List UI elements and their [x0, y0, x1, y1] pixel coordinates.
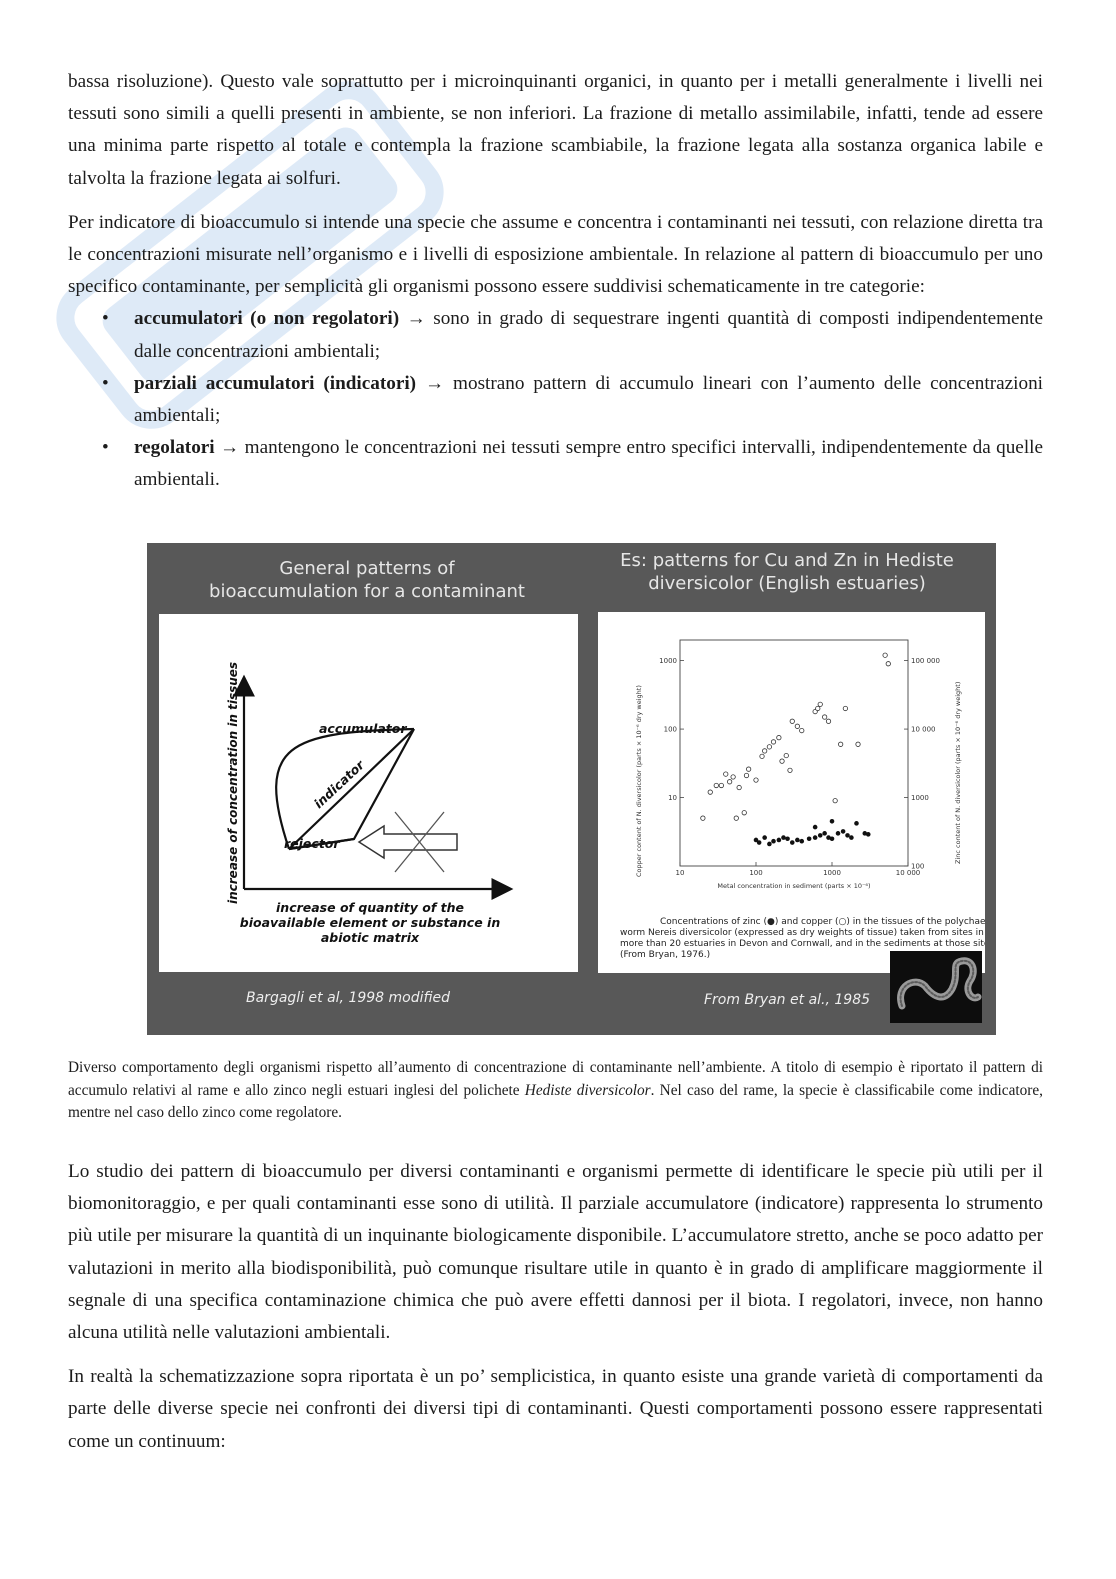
right-tick-label: 100	[911, 862, 925, 871]
scatter-caption-line-4: (From Bryan, 1976.)	[620, 950, 711, 960]
copper-point	[724, 772, 728, 776]
arrow-icon: →	[424, 372, 445, 394]
copper-point	[731, 775, 735, 779]
right-tick-label: 100 000	[911, 657, 940, 666]
worm-photo	[890, 951, 982, 1023]
copper-point	[886, 662, 890, 666]
right-axis-label: Zinc content of N. diversicolor (parts × 10⁻⁶ dry weight)	[954, 681, 962, 864]
copper-point	[754, 778, 758, 782]
y-axis-label: increase of concentration in tissues	[226, 661, 240, 904]
x-axis-label-line-2: bioavailable element or substance in	[239, 915, 501, 930]
zinc-point	[757, 840, 762, 845]
right-tick-label: 1000	[911, 794, 929, 803]
species-name: Hediste diversicolor	[524, 1081, 651, 1099]
copper-point	[760, 754, 764, 758]
copper-point	[790, 719, 794, 723]
copper-point	[816, 706, 820, 710]
x-tick-label: 1000	[823, 869, 841, 877]
category-list	[68, 303, 1043, 496]
zinc-point	[807, 836, 812, 841]
zinc-point	[830, 836, 835, 841]
copper-point	[843, 706, 847, 710]
accumulator-curve	[276, 729, 414, 849]
bullet-icon: •	[102, 308, 109, 330]
copper-point	[788, 768, 792, 772]
copper-point	[701, 816, 705, 820]
copper-point	[822, 715, 826, 719]
zinc-point	[795, 838, 800, 843]
copper-point	[777, 735, 781, 739]
x-axis-label: Metal concentration in sediment (parts × 10⁻⁶)	[717, 882, 871, 890]
zinc-point	[771, 839, 776, 844]
copper-point	[714, 783, 718, 787]
arrow-icon: →	[406, 308, 426, 330]
left-axis-label: Copper content of N. diversicolor (parts × 10⁻⁶ dry weight)	[635, 685, 643, 877]
zinc-point	[813, 835, 818, 840]
category-description: sono in grado di sequestrare ingenti quantità di composti indipendentemente dalle concentrazioni ambientali;	[134, 308, 1043, 362]
x-axis-label-line-1: increase of quantity of the	[276, 900, 464, 915]
paragraph-definition: Per indicatore di bioaccumulo si intende una specie che assume e concentra i contaminanti nei tessuti, con relazione diretta tra le concentrazioni misurate nell’organismo e i livelli di esposizione ambientale. In relazione al pattern di bioaccumulo per uno specifico contaminante, per semplicità gli organismi possono essere suddivisi schematicamente in tre categorie:	[68, 211, 1043, 298]
scatter-caption-line-1: Concentrations of zinc (●) and copper (○) in the tissues of the polychaete	[660, 917, 985, 927]
bullet-icon: •	[102, 437, 109, 459]
list-item	[68, 432, 1043, 496]
arrow-shape	[359, 826, 457, 858]
category-description: mantengono le concentrazioni nei tessuti sempre entro specifici intervalli, indipendentemente da quelle ambientali.	[134, 437, 1044, 491]
scatter-plot	[598, 612, 985, 973]
scatter-caption-line-2: worm Nereis diversicolor (expressed as dry weights of tissue) taken from sites in	[620, 928, 984, 938]
accumulator-label: accumulator	[319, 721, 407, 736]
figure	[147, 543, 996, 1035]
plot-frame	[680, 640, 908, 866]
bullet-icon: •	[102, 372, 109, 394]
zinc-point	[767, 842, 772, 847]
paragraph-study: Lo studio dei pattern di bioaccumulo per diversi contaminanti e organismi permette di identificare le specie più utili per il biomonitoraggio, e per quali contaminanti esse sono di utilità. Il parziale accumulatore (indicatore) rappresenta lo strumento più utile per misurare la quantità di un inquinante biologicamente disponibile. L’accumulatore stretto, anche se poco adatto per valutazioni in merito alla biodisponibilità, può comunque risultare utile in quanto è in grado di amplificare maggiormente il segnale di una specifica contaminazione chimica che può avere effetti dannosi per il biota. I regolatori, invece, non hanno alcuna utilità nelle valutazioni ambientali.	[68, 1161, 1043, 1344]
x-axis-label-line-3: abiotic matrix	[320, 930, 420, 945]
page-text-bottom	[68, 1156, 1043, 1458]
copper-point	[719, 783, 723, 787]
zinc-point	[830, 819, 835, 824]
x-tick-label: 100	[749, 869, 763, 877]
zinc-point	[818, 833, 823, 838]
zinc-point	[777, 838, 782, 843]
scatter-caption-line-3: more than 20 estuaries in Devon and Cornwall, and in the sediments at those sites.	[620, 939, 985, 949]
right-credit: From Bryan et al., 1985	[704, 992, 871, 1008]
zinc-point	[785, 836, 790, 841]
right-tick-label: 10 000	[911, 725, 936, 734]
zinc-point	[790, 840, 795, 845]
copper-point	[742, 811, 746, 815]
copper-point	[708, 790, 712, 794]
copper-point	[856, 742, 860, 746]
paragraph-continuum: In realtà la schematizzazione sopra riportata è un po’ semplicistica, in quanto esiste una grande varietà di comportamenti da parte delle diverse specie nei confronti dei diversi tipi di contaminanti. Questi comportamenti possono essere rappresentati come un continuum:	[68, 1366, 1043, 1452]
copper-point	[746, 767, 750, 771]
indicator-line	[289, 729, 414, 849]
zinc-point	[854, 821, 859, 826]
copper-point	[795, 724, 799, 728]
copper-point	[771, 740, 775, 744]
copper-point	[784, 753, 788, 757]
category-term: accumulatori (o non regolatori)	[134, 308, 400, 330]
category-term: regolatori	[134, 437, 215, 459]
copper-point	[800, 728, 804, 732]
copper-point	[838, 742, 842, 746]
zinc-point	[813, 825, 818, 830]
scatter-panel	[598, 612, 985, 973]
zinc-point	[849, 835, 854, 840]
list-item	[68, 303, 1043, 367]
copper-point	[826, 719, 830, 723]
page-text-top	[68, 66, 1043, 497]
copper-point	[737, 785, 741, 789]
left-tick-label: 1000	[659, 657, 677, 666]
copper-point	[767, 745, 771, 749]
zinc-point	[781, 835, 786, 840]
zinc-point	[799, 839, 804, 844]
copper-point	[780, 759, 784, 763]
copper-point	[762, 749, 766, 753]
category-description: mostrano pattern di accumulo lineari con l’aumento delle concentrazioni ambientali;	[134, 372, 1044, 427]
zinc-point	[762, 835, 767, 840]
figure-caption: Diverso comportamento degli organismi rispetto all’aumento di concentrazione di contaminante nell’ambiente. A titolo di esempio è riportato il pattern di accumulo relativi al rame e allo zinco negli estuari inglesi del polichete Hediste diversicolor. Nel caso del rame, la specie è classificabile come indicatore, mentre nel caso dello zinco come regolatore.	[68, 1059, 1043, 1121]
right-panel-title: Es: patterns for Cu and Zn in Hediste diversicolor (English estuaries)	[620, 550, 954, 594]
bioaccumulation-diagram	[159, 614, 578, 972]
copper-point	[818, 702, 822, 706]
left-credit: Bargagli et al, 1998 modified	[246, 990, 451, 1006]
copper-point	[883, 653, 887, 657]
arrow-icon: →	[220, 437, 240, 459]
list-item	[68, 368, 1043, 432]
paragraph-intro: bassa risoluzione). Questo vale soprattutto per i microinquinanti organici, in quanto per i metalli generalmente i livelli nei tessuti sono simili a quelli presenti in ambiente, se non inferiori. La frazione di metallo assimilabile, infatti, tende ad essere una minima parte rispetto al totale e contempla la frazione scambiabile, la frazione legata alla sostanza organica labile e talvolta la frazione legata ai solfuri.	[68, 71, 1043, 189]
copper-point	[734, 816, 738, 820]
zinc-point	[822, 831, 827, 836]
zinc-point	[845, 833, 850, 838]
rejector-label: rejector	[284, 836, 340, 851]
diagram-panel	[159, 614, 578, 972]
left-tick-label: 10	[668, 794, 677, 803]
left-tick-label: 100	[663, 725, 677, 734]
indicator-label: indicator	[310, 757, 368, 812]
category-term: parziali accumulatori (indicatori)	[134, 372, 417, 394]
left-panel-title: General patterns of bioaccumulation for a contaminant	[209, 558, 525, 602]
zinc-point	[866, 832, 871, 837]
zinc-point	[841, 829, 846, 834]
copper-point	[833, 798, 837, 802]
zinc-point	[836, 831, 841, 836]
copper-point	[727, 780, 731, 784]
x-tick-label: 10	[675, 869, 685, 877]
copper-point	[744, 773, 748, 777]
x-tick-label: 10 000	[895, 869, 921, 877]
